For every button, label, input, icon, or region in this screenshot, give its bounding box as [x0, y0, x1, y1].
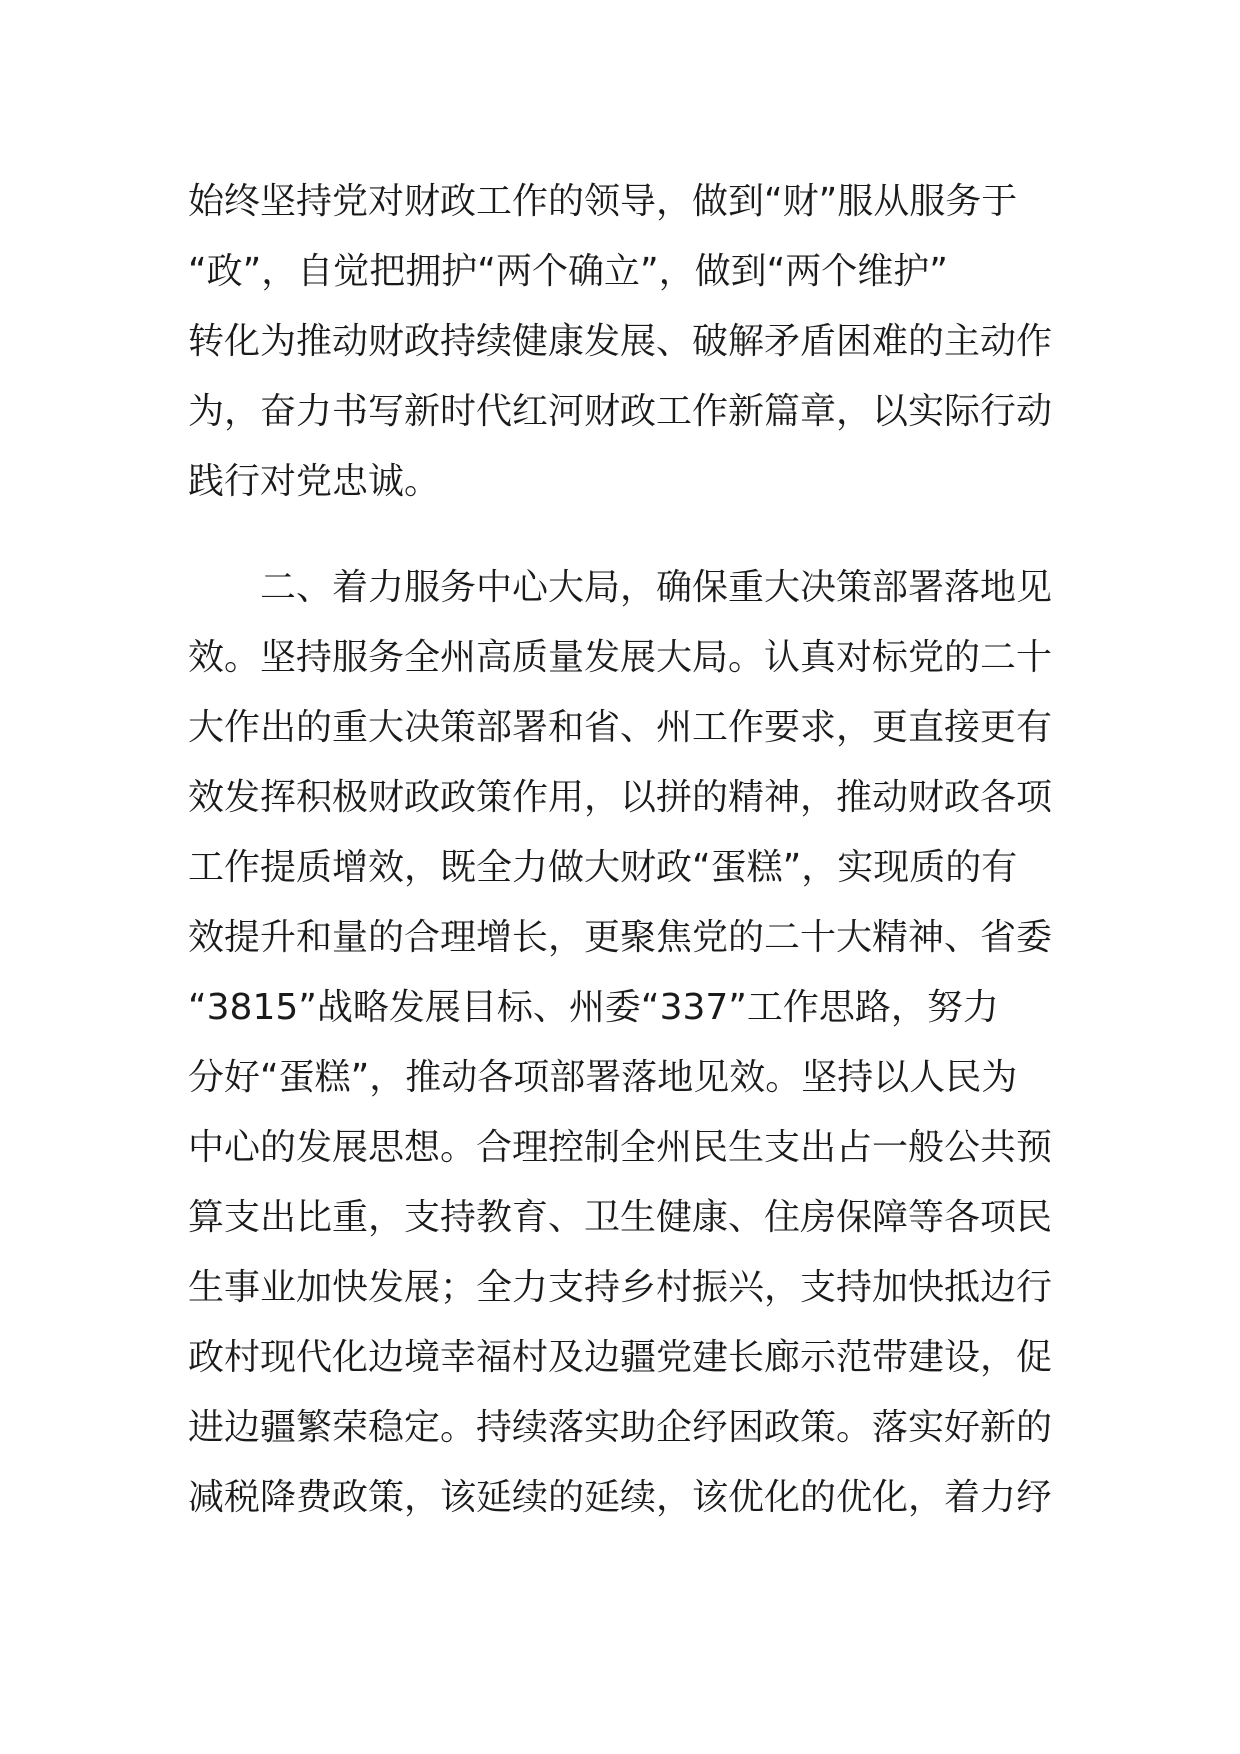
- text-line: 为，奋力书写新时代红河财政工作新篇章，以实际行动: [188, 391, 1053, 432]
- text-line: “政”，自觉把拥护“两个确立”，做到“两个维护”: [188, 251, 948, 292]
- paragraph-first-line: 二、着力服务中心大局，确保重大决策部署落地见: [260, 567, 1053, 608]
- text-line: 算支出比重，支持教育、卫生健康、住房保障等各项民: [188, 1197, 1053, 1238]
- text-line: 生事业加快发展；全力支持乡村振兴，支持加快抵边行: [188, 1267, 1053, 1308]
- text-line: 践行对党忠诚。: [188, 461, 441, 502]
- text-line: 分好“蛋糕”，推动各项部署落地见效。坚持以人民为: [188, 1057, 1018, 1098]
- text-line: 进边疆繁荣稳定。持续落实助企纾困政策。落实好新的: [188, 1407, 1053, 1448]
- text-line: 转化为推动财政持续健康发展、破解矛盾困难的主动作: [188, 321, 1053, 362]
- text-line: 减税降费政策，该延续的延续，该优化的优化，着力纾: [188, 1477, 1053, 1518]
- text-line: 始终坚持党对财政工作的领导，做到“财”服从服务于: [188, 181, 1018, 222]
- text-line: 大作出的重大决策部署和省、州工作要求，更直接更有: [188, 707, 1053, 748]
- text-line: 效提升和量的合理增长，更聚焦党的二十大精神、省委: [188, 917, 1053, 958]
- text-line: 中心的发展思想。合理控制全州民生支出占一般公共预: [188, 1127, 1053, 1168]
- text-line: 政村现代化边境幸福村及边疆党建长廊示范带建设，促: [188, 1337, 1053, 1378]
- text-line: 工作提质增效，既全力做大财政“蛋糕”，实现质的有: [188, 847, 1018, 888]
- text-line: 效发挥积极财政政策作用，以拼的精神，推动财政各项: [188, 777, 1053, 818]
- text-line: 效。坚持服务全州高质量发展大局。认真对标党的二十: [188, 637, 1053, 678]
- text-line: “3815”战略发展目标、州委“337”工作思路，努力: [188, 987, 999, 1028]
